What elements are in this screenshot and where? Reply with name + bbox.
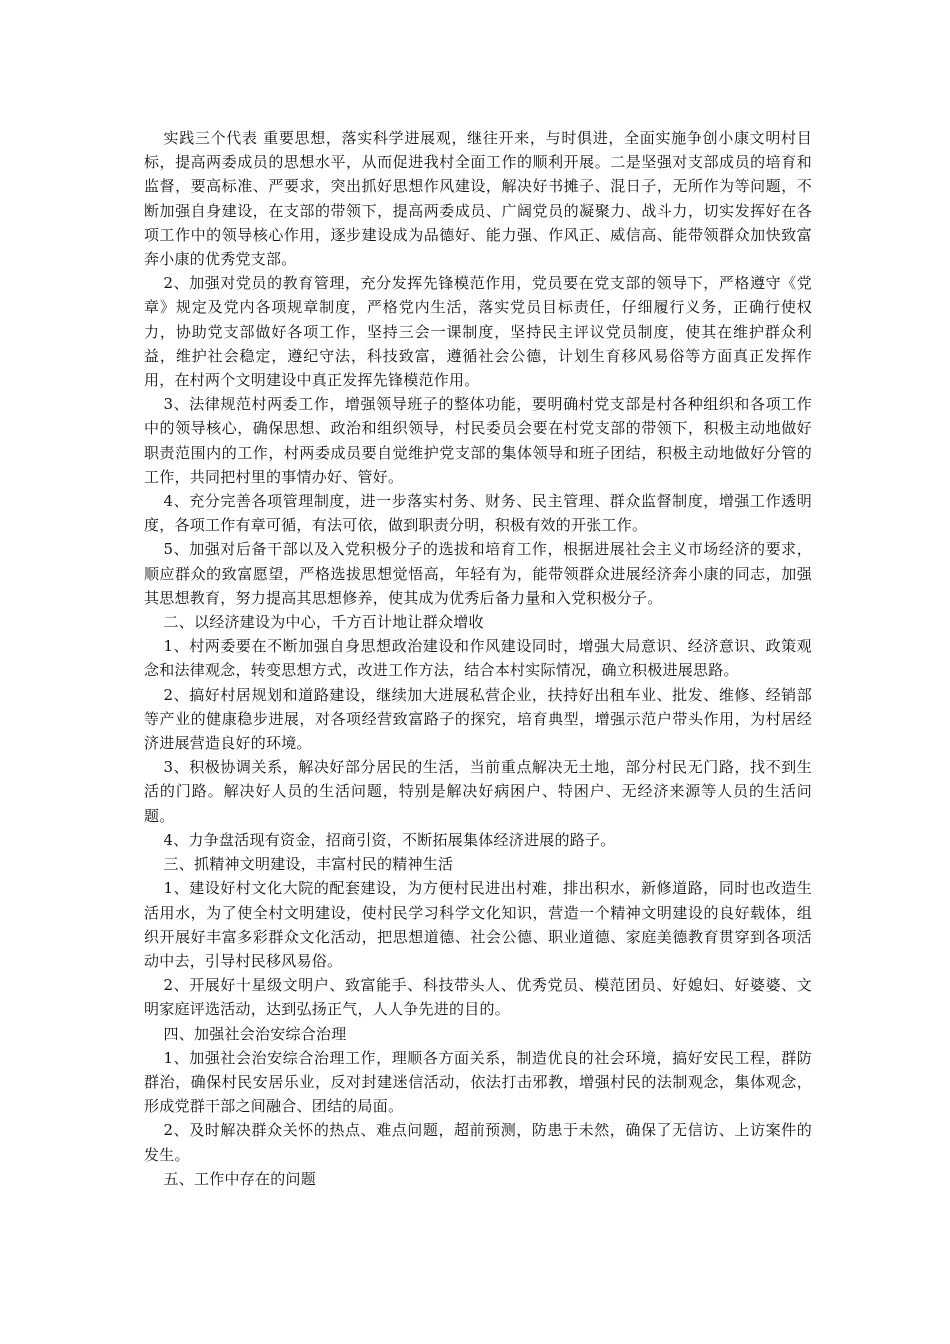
paragraph-economy-4: 4、力争盘活现有资金，招商引资，不断拓展集体经济进展的路子。 — [163, 830, 616, 849]
paragraph-culture-1: 1、建设好村文化大院的配套建设，为方便村民进出村难，排出积水，新修道路，同时也改造生活用水，为了使全村文明建设，使村民学习科学文化知识，营造一个精神文明建设的良好载体，组织开展好丰富多彩群众文化活动，把思想道德、社会公德、职业道德、家庭美德教育贯穿到各项活动中去，引导村民移风易俗。 — [144, 879, 812, 970]
paragraph-item-2: 2、加强对党员的教育管理，充分发挥先锋模范作用，党员要在党支部的领导下，严格遵守《党章》规定及党内各项规章制度，严格党内生活，落实党员目标责任，仔细履行义务，正确行使权力，协助党支部做好各项工作，坚持三会一课制度，坚持民主评议党员制度，使其在维护群众利益，维护社会稳定，遵纪守法，科技致富，遵循社会公德，计划生育移风易俗等方面真正发挥作用，在村两个文明建设中真正发挥先锋模范作用。 — [144, 274, 812, 390]
section-heading-culture: 三、抓精神文明建设，丰富村民的精神生活 — [163, 855, 454, 874]
section-heading-problems: 五、工作中存在的问题 — [163, 1169, 317, 1188]
section-heading-security: 四、加强社会治安综合治理 — [163, 1024, 347, 1043]
section-heading-economy: 二、以经济建设为中心，千方百计地让群众增收 — [163, 613, 484, 632]
paragraph-item-3: 3、法律规范村两委工作，增强领导班子的整体功能，要明确村党支部是村各种组织和各项工作中的领导核心，确保思想、政治和组织领导，村民委员会要在村党支部的带领下，积极主动地做好职责范围内的工作，村两委成员要自觉维护党支部的集体领导和班子团结，积极主动地做好分管的工作，共同把村里的事情办好、管好。 — [144, 395, 812, 486]
paragraph-economy-3: 3、积极协调关系，解决好部分居民的生活，当前重点解决无土地，部分村民无门路，找不到生活的门路。解决好人员的生活问题，特别是解决好病困户、特困户、无经济来源等人员的生活问题。 — [144, 758, 812, 825]
paragraph-economy-2: 2、搞好村居规划和道路建设，继续加大进展私营企业，扶持好出租车业、批发、维修、经销部等产业的健康稳步进展，对各项经营致富路子的探究，培育典型，增强示范户带头作用，为村居经济进展营造良好的环境。 — [144, 685, 812, 753]
paragraph-security-2: 2、及时解决群众关怀的热点、难点问题，超前预测，防患于未然，确保了无信访、上访案件的发生。 — [144, 1121, 812, 1164]
paragraph-item-4: 4、充分完善各项管理制度，进一步落实村务、财务、民主管理、群众监督制度，增强工作透明度，各项工作有章可循，有法可依，做到职责分明，积极有效的开张工作。 — [144, 492, 812, 535]
document-page — [144, 126, 812, 1191]
paragraph-item-5: 5、加强对后备干部以及入党积极分子的选拔和培育工作，根据进展社会主义市场经济的要求，顺应群众的致富愿望，严格选拔思想觉悟高，年轻有为，能带领群众进展经济奔小康的同志，加强其思想教育，努力提高其思想修养，使其成为优秀后备力量和入党积极分子。 — [144, 540, 812, 607]
paragraph-culture-2: 2、开展好十星级文明户、致富能手、科技带头人、优秀党员、模范团员、好媳妇、好婆婆、文明家庭评选活动，达到弘扬正气，人人争先进的目的。 — [144, 976, 812, 1019]
paragraph-security-1: 1、加强社会治安综合治理工作，理顺各方面关系，制造优良的社会环境，搞好安民工程，群防群治，确保村民安居乐业，反对封建迷信活动，依法打击邪教，增强村民的法制观念，集体观念，形成党群干部之间融合、团结的局面。 — [144, 1048, 812, 1116]
paragraph-intro: 实践三个代表 重要思想，落实科学进展观，继往开来，与时俱进，全面实施争创小康文明村目标，提高两委成员的思想水平，从而促进我村全面工作的顺利开展。二是坚强对支部成员的培育和监督，要高标准、严要求，突出抓好思想作风建设，解决好书摊子、混日子，无所作为等问题，不断加强自身建设，在支部的带领下，提高两委成员、广阔党员的凝聚力、战斗力，切实发挥好在各项工作中的领导核心作用，逐步建设成为品德好、能力强、作风正、威信高、能带领群众加快致富奔小康的优秀党支部。 — [144, 129, 812, 269]
paragraph-economy-1: 1、村两委要在不断加强自身思想政治建设和作风建设同时，增强大局意识、经济意识、政策观念和法律观念，转变思想方式，改进工作方法，结合本村实际情况，确立积极进展思路。 — [144, 637, 812, 680]
